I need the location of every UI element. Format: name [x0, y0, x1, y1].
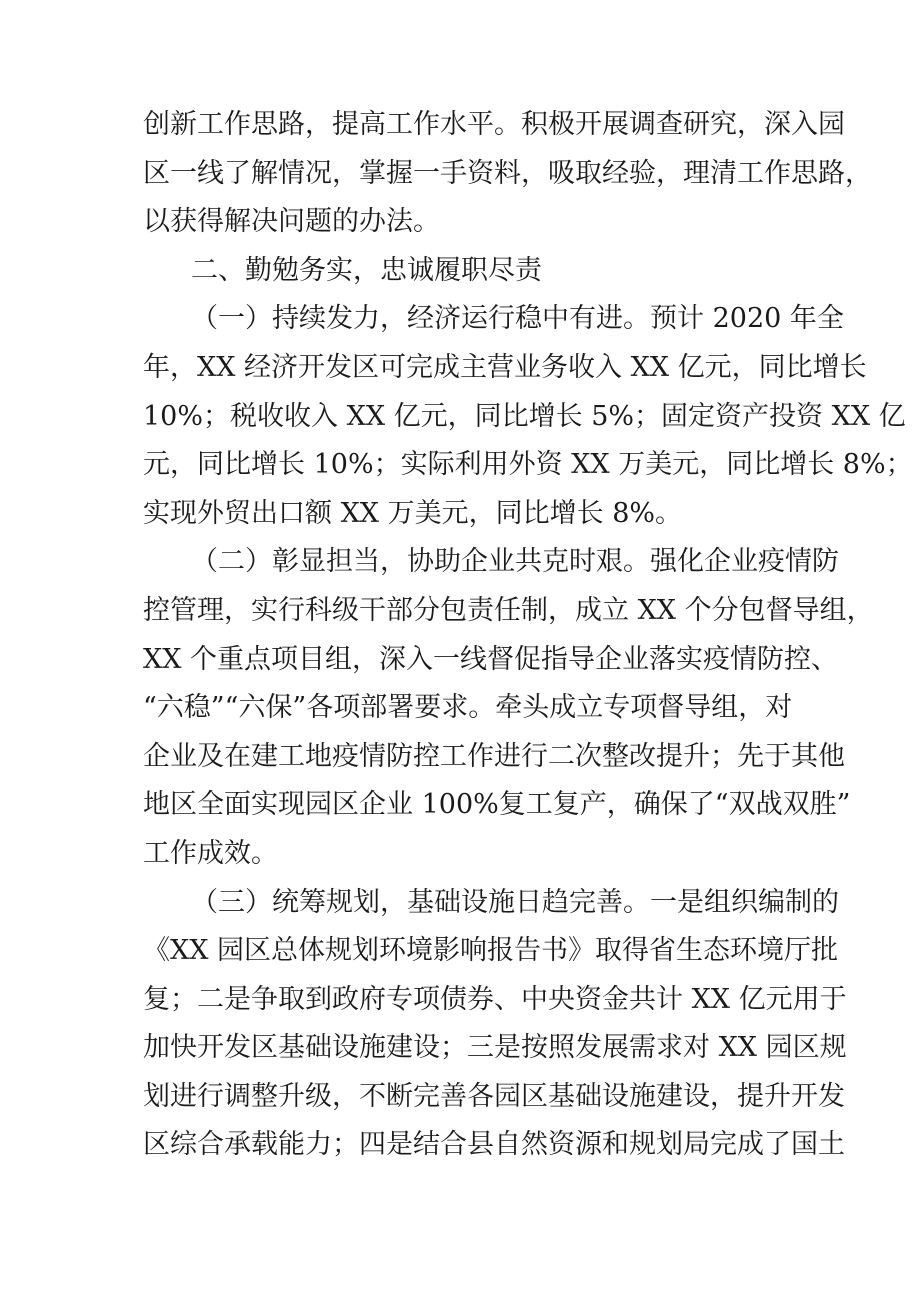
paragraph-5-line-5: 划进行调整升级，不断完善各园区基础设施建设，提升开发: [143, 1080, 845, 1112]
paragraph-3-line-2: 年，XX 经济开发区可完成主营业务收入 XX 亿元，同比增长: [143, 351, 867, 383]
paragraph-4-line-3: XX 个重点项目组，深入一线督促指导企业落实疫情防控、: [143, 643, 839, 675]
paragraph-5-line-1: （三）统筹规划，基础设施日趋完善。一是组织编制的: [191, 886, 839, 918]
paragraph-1-line-2: 区一线了解情况，掌握一手资料，吸取经验，理清工作思路，: [143, 157, 872, 189]
paragraph-4-line-4: “六稳”“六保”各项部署要求。牵头成立专项督导组，对: [143, 692, 793, 724]
paragraph-4-line-7: 工作成效。: [143, 837, 278, 869]
paragraph-5-line-4: 加快开发区基础设施建设；三是按照发展需求对 XX 园区规: [143, 1032, 847, 1064]
paragraph-4-line-1: （二）彰显担当，协助企业共克时艰。强化企业疫情防: [191, 546, 839, 578]
paragraph-4-line-6: 地区全面实现园区企业 100%复工复产，确保了“双战双胜”: [143, 789, 851, 821]
paragraph-5-line-6: 区综合承载能力；四是结合县自然资源和规划局完成了国土: [143, 1129, 845, 1161]
paragraph-5-line-3: 复；二是争取到政府专项债券、中央资金共计 XX 亿元用于: [143, 983, 847, 1015]
paragraph-4-line-2: 控管理，实行科级干部分包责任制，成立 XX 个分包督导组，: [143, 594, 874, 626]
paragraph-3-line-5: 实现外贸出口额 XX 万美元，同比增长 8%。: [143, 497, 683, 529]
paragraph-4-line-5: 企业及在建工地疫情防控工作进行二次整改提升；先于其他: [143, 740, 845, 772]
paragraph-3-line-4: 元，同比增长 10%；实际利用外资 XX 万美元，同比增长 8%；: [143, 449, 913, 481]
paragraph-1-line-1: 创新工作思路，提高工作水平。积极开展调查研究，深入园: [143, 109, 845, 140]
paragraph-5-line-2: 《XX 园区总体规划环境影响报告书》取得省生态环境厅批: [143, 935, 839, 967]
paragraph-3-line-3: 10%；税收收入 XX 亿元，同比增长 5%；固定资产投资 XX 亿: [143, 400, 906, 432]
paragraph-3-line-1: （一）持续发力，经济运行稳中有进。预计 2020 年全: [191, 303, 844, 335]
paragraph-1-line-3: 以获得解决问题的办法。: [143, 206, 440, 238]
document-body: [143, 101, 913, 1170]
section-heading: 二、勤勉务实，忠诚履职尽责: [191, 254, 542, 286]
